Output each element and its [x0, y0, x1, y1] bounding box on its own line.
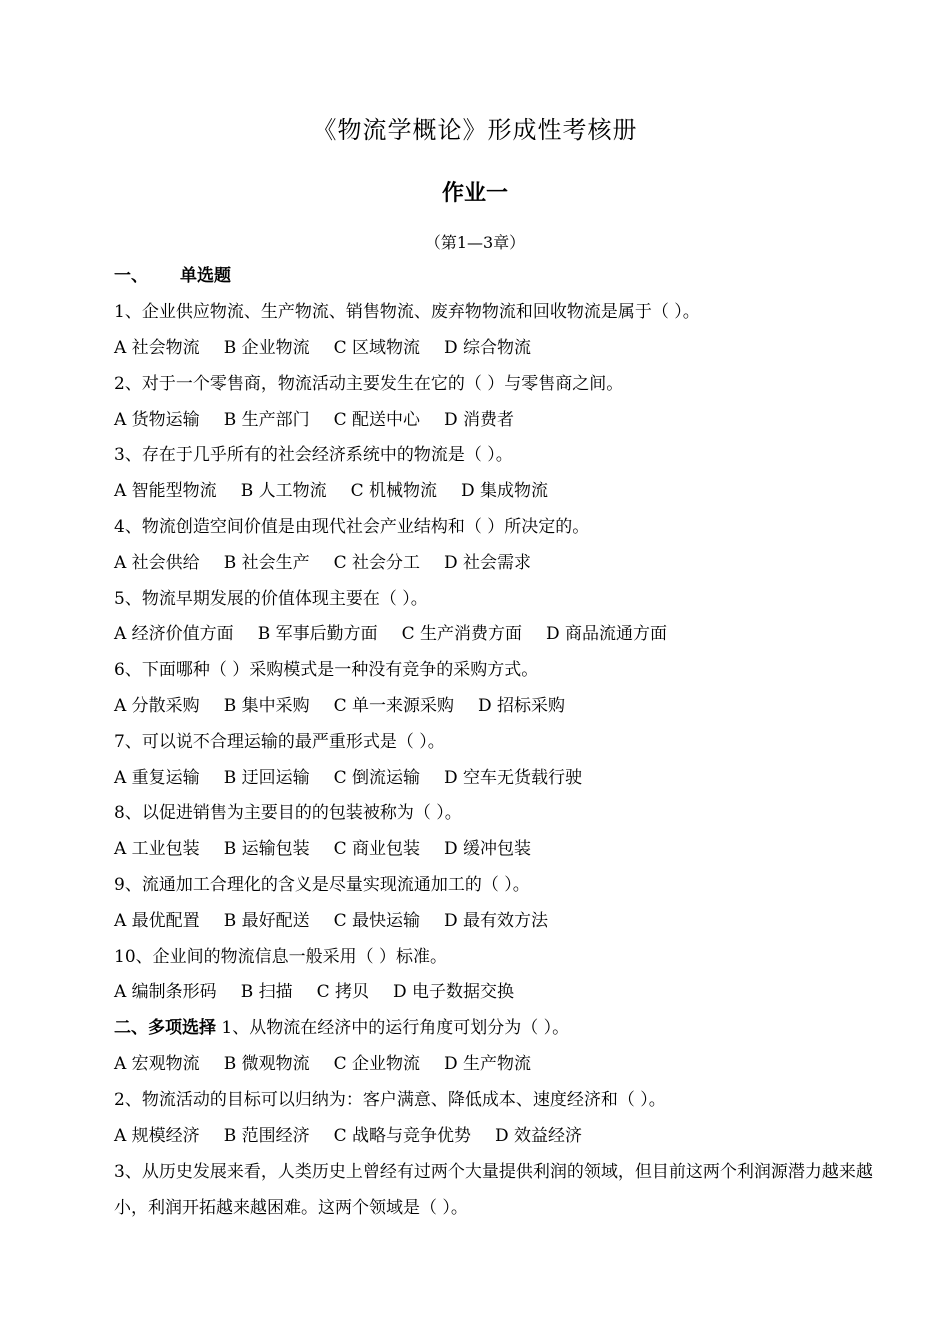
option-a: A 规模经济 — [114, 1126, 200, 1146]
question-9: 9、流通加工合理化的含义是尽量实现流通加工的（ ）。 — [114, 875, 530, 895]
question-9-options — [114, 909, 874, 933]
option-b: B 生产部门 — [223, 410, 310, 430]
option-b: B 运输包装 — [223, 839, 310, 859]
section-title: 二、多项选择 — [114, 1018, 216, 1038]
option-b: B 扫描 — [240, 982, 293, 1002]
question-8-options — [114, 837, 874, 861]
question-2-options — [114, 408, 874, 432]
document-title: 《物流学概论》形成性考核册 — [312, 116, 638, 144]
option-a: A 宏观物流 — [114, 1054, 200, 1074]
question-10: 10、企业间的物流信息一般采用（ ）标准。 — [114, 947, 448, 967]
question-5-options — [114, 622, 874, 646]
option-d: D 商品流通方面 — [546, 624, 668, 644]
option-a: A 最优配置 — [114, 911, 200, 931]
option-d: D 社会需求 — [444, 553, 532, 573]
option-a: A 分散采购 — [114, 696, 200, 716]
option-a: A 经济价值方面 — [114, 624, 234, 644]
chapter-range: （第1—3章） — [424, 233, 526, 252]
question-7-options — [114, 766, 874, 790]
option-d: D 最有效方法 — [444, 911, 549, 931]
option-c: C 倒流运输 — [333, 768, 421, 788]
option-c: C 单一来源采购 — [333, 696, 455, 716]
question-3-options — [114, 479, 874, 503]
option-c: C 商业包装 — [333, 839, 421, 859]
option-a: A 工业包装 — [114, 839, 200, 859]
option-b: B 最好配送 — [223, 911, 310, 931]
question-4-options — [114, 551, 874, 575]
option-c: C 配送中心 — [333, 410, 421, 430]
question-2: 2、对于一个零售商，物流活动主要发生在它的（ ）与零售商之间。 — [114, 374, 624, 394]
question-6: 6、下面哪种（ ）采购模式是一种没有竞争的采购方式。 — [114, 660, 539, 680]
option-b: B 企业物流 — [223, 338, 310, 358]
question-3: 3、存在于几乎所有的社会经济系统中的物流是（ ）。 — [114, 445, 513, 465]
option-d: D 集成物流 — [461, 481, 549, 501]
option-d: D 招标采购 — [478, 696, 566, 716]
option-d: D 综合物流 — [444, 338, 532, 358]
option-a: A 社会物流 — [114, 338, 200, 358]
section-number: 一、 — [114, 266, 148, 286]
section-title: 单选题 — [180, 266, 231, 286]
question-6-options — [114, 694, 874, 718]
option-a: A 重复运输 — [114, 768, 200, 788]
option-a: A 智能型物流 — [114, 481, 217, 501]
option-c: C 机械物流 — [350, 481, 438, 501]
option-c: C 拷贝 — [316, 982, 370, 1002]
question-5: 5、物流早期发展的价值体现主要在（ ）。 — [114, 589, 428, 609]
assignment-title: 作业一 — [441, 181, 508, 206]
multi-question-2-options — [114, 1124, 874, 1148]
option-b: B 集中采购 — [223, 696, 310, 716]
option-c: C 战略与竞争优势 — [333, 1126, 472, 1146]
option-c: C 最快运输 — [333, 911, 421, 931]
option-b: B 范围经济 — [223, 1126, 310, 1146]
option-b: B 人工物流 — [240, 481, 327, 501]
multi-question-2: 2、物流活动的目标可以归纳为：客户满意、降低成本、速度经济和（ ）。 — [114, 1090, 666, 1110]
option-d: D 消费者 — [444, 410, 515, 430]
option-b: B 迂回运输 — [223, 768, 310, 788]
multi-question-1-options — [114, 1052, 874, 1076]
option-a: A 货物运输 — [114, 410, 200, 430]
section-heading-single-choice — [114, 264, 874, 288]
option-a: A 社会供给 — [114, 553, 200, 573]
option-b: B 微观物流 — [223, 1054, 310, 1074]
option-d: D 效益经济 — [495, 1126, 583, 1146]
option-d: D 生产物流 — [444, 1054, 532, 1074]
option-a: A 编制条形码 — [114, 982, 217, 1002]
question-1-options — [114, 336, 874, 360]
question-1: 1、企业供应物流、生产物流、销售物流、废弃物物流和回收物流是属于（ ）。 — [114, 302, 700, 322]
multi-question-3: 3、从历史发展来看，人类历史上曾经有过两个大量提供利润的领域，但目前这两个利润源潜力越来越小，利润开拓越来越困难。这两个领域是（ ）。 — [114, 1162, 873, 1218]
multi-question-1: 1、从物流在经济中的运行角度可划分为（ ）。 — [221, 1018, 570, 1038]
option-c: C 社会分工 — [333, 553, 421, 573]
option-b: B 社会生产 — [223, 553, 310, 573]
option-c: C 生产消费方面 — [401, 624, 523, 644]
section-heading-multiple-choice — [114, 1016, 874, 1040]
question-4: 4、物流创造空间价值是由现代社会产业结构和（ ）所决定的。 — [114, 517, 590, 537]
option-b: B 军事后勤方面 — [257, 624, 378, 644]
option-c: C 企业物流 — [333, 1054, 421, 1074]
option-d: D 缓冲包装 — [444, 839, 532, 859]
option-c: C 区域物流 — [333, 338, 421, 358]
option-d: D 空车无货载行驶 — [444, 768, 583, 788]
question-8: 8、以促进销售为主要目的的包装被称为（ ）。 — [114, 803, 462, 823]
question-7: 7、可以说不合理运输的最严重形式是（ ）。 — [114, 732, 445, 752]
question-10-options — [114, 980, 874, 1004]
option-d: D 电子数据交换 — [393, 982, 515, 1002]
